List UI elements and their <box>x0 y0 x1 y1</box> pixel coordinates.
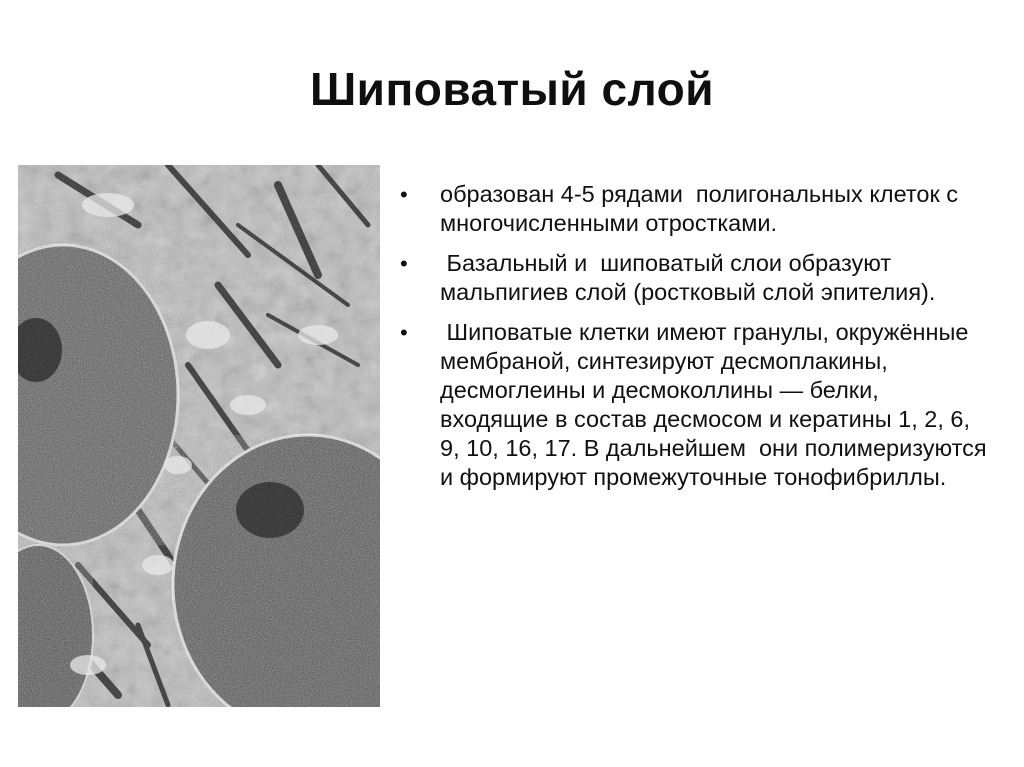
bullet-list <box>398 180 994 503</box>
bullet-text: Базальный и шиповатый слои образуют мальпигиев слой (ростковый слой эпителия). <box>440 250 936 305</box>
bullet-marker: • <box>400 251 408 276</box>
bullet-item <box>398 318 994 492</box>
bullet-marker: • <box>400 320 408 345</box>
bullet-item <box>398 249 988 307</box>
slide-title: Шиповатый слой <box>309 63 715 115</box>
bullet-item <box>398 180 988 238</box>
electron-micrograph-image <box>18 165 380 707</box>
bullet-text: образован 4-5 рядами полигональных клеток с многочисленными отростками. <box>440 181 965 236</box>
bullet-text: Шиповатые клетки имеют гранулы, окружённые мембраной, синтезируют десмоплакины, десмоглеины и десмоколлины — белки, входящие в состав десмосом и кератины 1, 2, 6, 9, 10, 16, 17. В дальнейшем они полимеризуются и формируют промежуточные тонофибриллы. <box>440 319 994 490</box>
bullet-marker: • <box>400 182 408 207</box>
